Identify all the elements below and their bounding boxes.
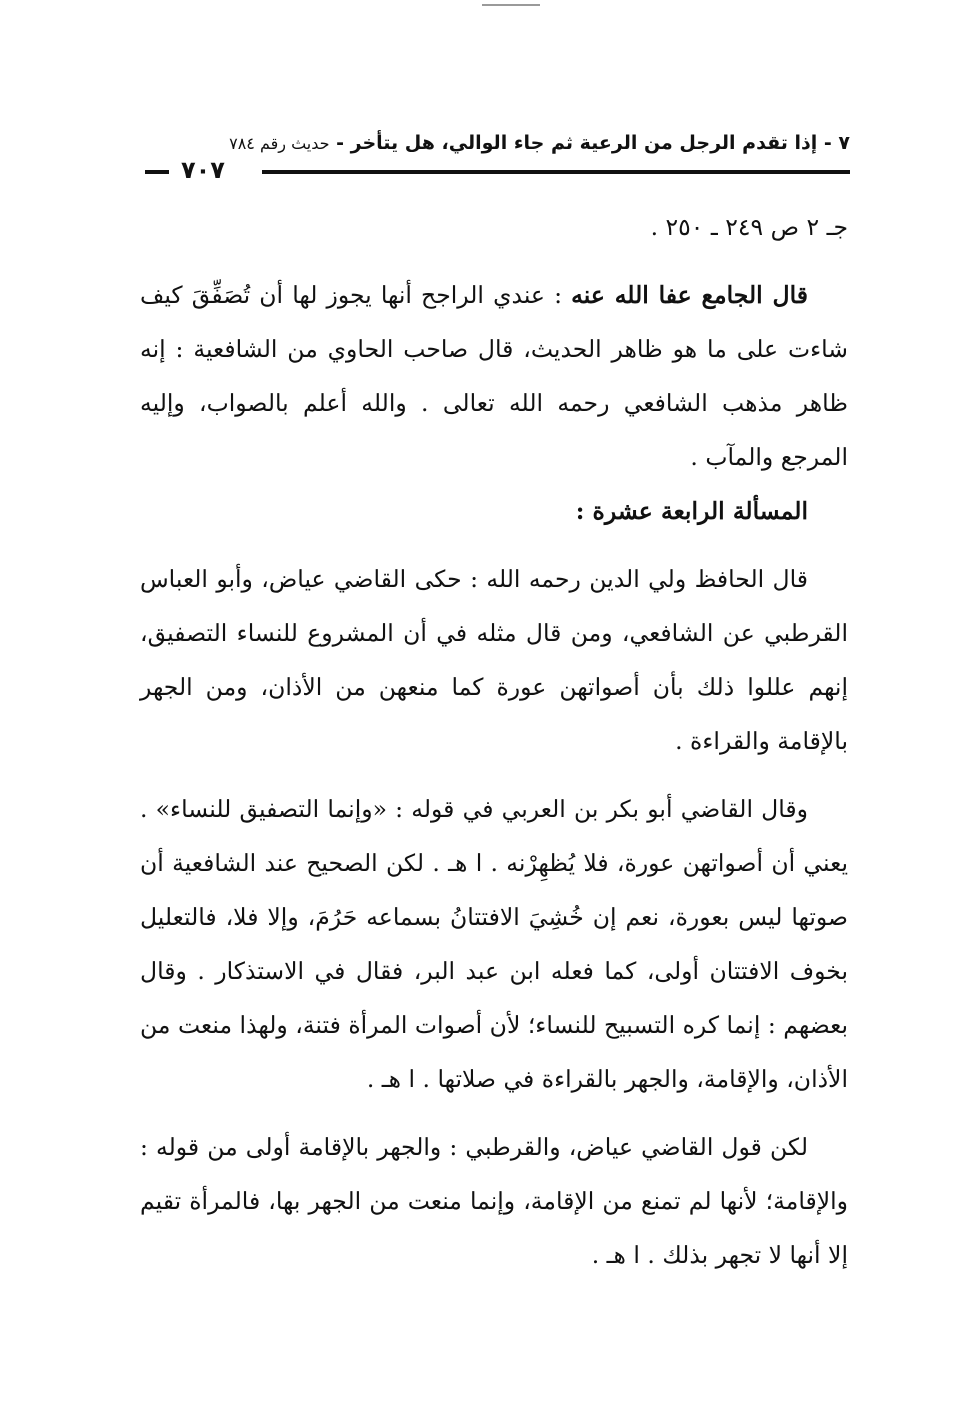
chapter-title: ٧ - إذا تقدم الرجل من الرعية ثم جاء الوالي، هل يتأخر - [336,132,850,154]
paragraph-ibn-arabi: وقال القاضي أبو بكر بن العربي في قوله : «وإنما التصفيق للنساء» . يعني أن أصواتهن عورة، فلا يُظهِرْنه . ا هـ . لكن الصحيح عند الشافعية أن صوتها ليس بعورة، نعم إن خُشِيَ الافتتانُ بسماعه حَرُمَ، وإلا فلا، فالتعليل بخوف الافتتان أولى، كما فعله ابن عبد البر، فقال في الاستذكار . وقال بعضهم : إنما كره التسبيح للنساء؛ لأن أصوات المرأة فتنة، ولهذا منعت من الأذان، والإقامة، والجهر بالقراءة في صلاتها . ا هـ . [140,795,848,1093]
paragraph-hafiz: قال الحافظ ولي الدين رحمه الله : حكى القاضي عياض، وأبو العباس القرطبي عن الشافعي، ومن قال مثله في أن المشروع للنساء التصفيق، إنهم عللوا ذلك بأن أصواتهن عورة كما منعهن من الأذان، ومن الجهر بالإقامة والقراءة . [140,565,848,755]
top-edge-mark [482,4,540,6]
reference-line: جـ ٢ ص ٢٤٩ ـ ٢٥٠ . [650,213,848,241]
header-rule [262,170,850,174]
running-title [229,132,850,154]
page-number: ٧٠٧ [181,156,225,184]
section-heading: المسألة الرابعة عشرة : [575,497,808,525]
page-number-rule [145,170,169,174]
paragraph-lead: قال الجامع عفا الله عنه [571,281,808,309]
page-header [145,128,850,188]
paragraph-conclusion: لكن قول القاضي عياض، والقرطبي : والجهر بالإقامة أولى من قوله : والإقامة؛ لأنها لم تمنع من الإقامة، وإنما منعت من الجهر بها، فالمرأة تقيم إلا أنها لا تجهر بذلك . ا هـ . [140,1133,848,1269]
hadith-number: حديث رقم ٧٨٤ [229,134,330,153]
page-body [140,200,848,1282]
paragraph-compiler-note: قال الجامع عفا الله عنه : عندي الراجح أنها يجوز لها أن تُصَفِّقَ كيف شاءت على ما هو ظاهر الحديث، قال صاحب الحاوي من الشافعية : إنه ظاهر مذهب الشافعي رحمه الله تعالى . والله أعلم بالصواب، وإليه المرجع والمآب . [140,281,848,471]
